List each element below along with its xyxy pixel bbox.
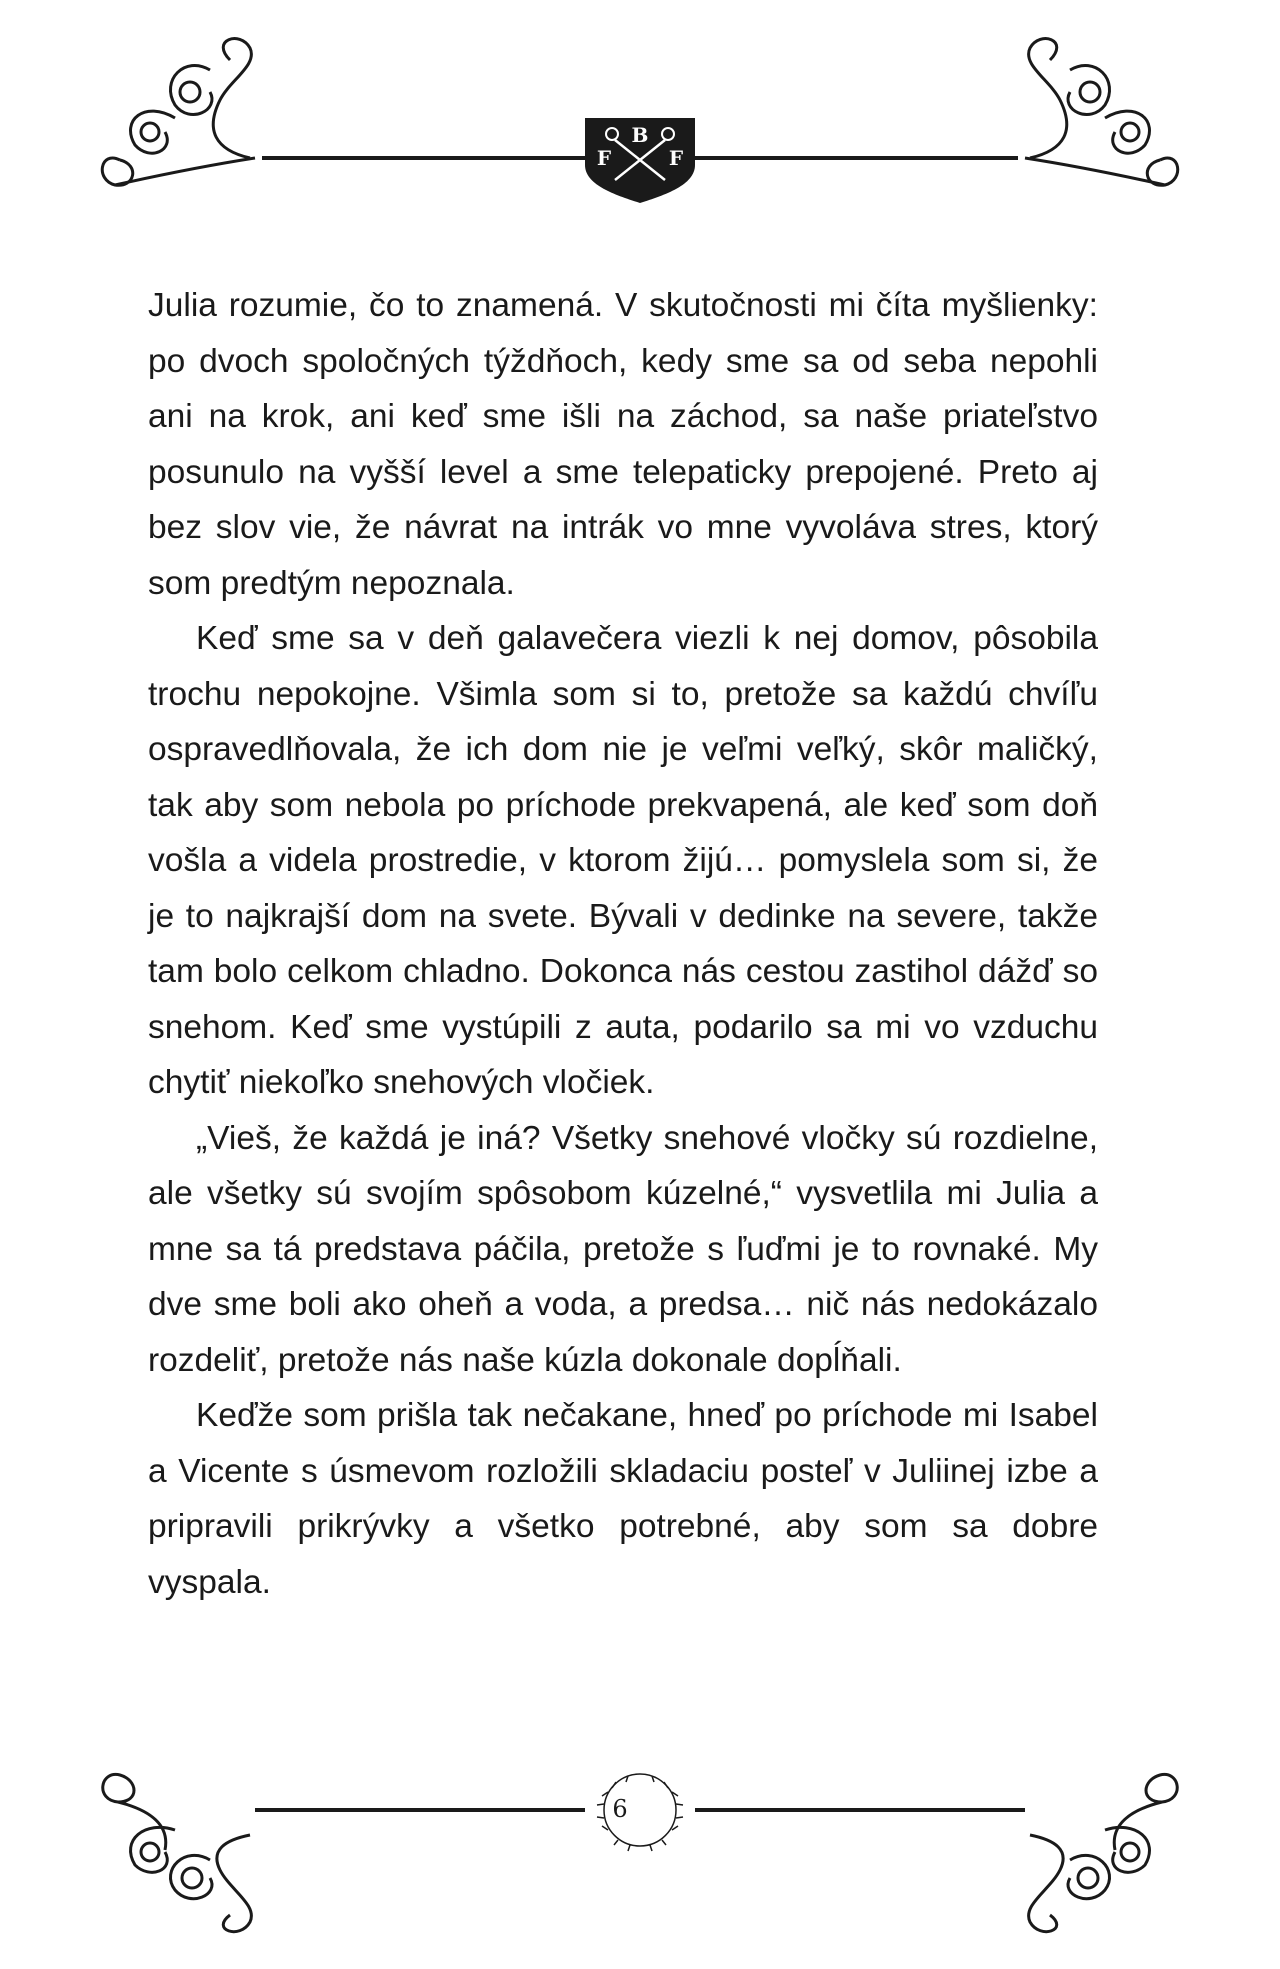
paragraph: Keďže som prišla tak nečakane, hneď po príchode mi Isabel a Vicente s úsmevom rozložili skladaciu posteľ v Juliinej izbe a pripravili prikrývky a všetko potrebné, aby som sa dobre vyspala.: [148, 1397, 1098, 1601]
page-number: 6: [612, 1795, 628, 1823]
paragraph: „Vieš, že každá je iná? Všetky snehové vločky sú rozdielne, ale všetky sú svojím spôsobom kúzelné,“ vysvetlila mi Julia a mne sa tá predstava páčila, pretože s ľuďmi je to rovnaké. My dve sme boli ako oheň a voda, a predsa… nič nás nedokázalo rozdeliť, pretože nás naše kúzla dokonale dopĺňali.: [148, 1119, 1098, 1379]
header-ornament: [0, 0, 1280, 230]
crest-letter-right: F: [668, 146, 684, 170]
paragraph: Julia rozumie, čo to znamená. V skutočnosti mi číta myšlienky: po dvoch spoločných týždňoch, kedy sme sa od seba nepohli ani na krok, ani keď sme išli na záchod, sa naše priateľstvo posunulo na vyšší level a sme telepaticky prepojené. Preto aj bez slov vie, že návrat na intrák vo mne vyvoláva stres, ktorý som predtým nepoznala.: [148, 287, 1098, 602]
right-flourish: [1025, 39, 1178, 186]
crest-letter-left: F: [596, 146, 612, 170]
left-footer-flourish: [103, 1774, 252, 1931]
footer-ornament: [0, 1740, 1280, 1969]
chapter-text: [148, 278, 1098, 1610]
right-footer-flourish: [1029, 1774, 1178, 1931]
left-flourish: [102, 39, 255, 186]
paragraph: Keď sme sa v deň galavečera viezli k nej domov, pôsobila trochu nepokojne. Všimla som si to, pretože sa každú chvíľu ospravedlňovala, že ich dom nie je veľmi veľký, skôr maličký, tak aby som nebola po príchode prekvapená, ale keď som doň vošla a videla prostredie, v ktorom žijú… pomyslela som si, že je to najkrajší dom na svete. Bývali v dedinke na severe, takže tam bolo celkom chladno. Dokonca nás cestou zastihol dážď so snehom. Keď sme vystúpili z auta, podarilo sa mi vo vzduchu chytiť niekoľko snehových vločiek.: [148, 620, 1098, 1101]
crest-letter-top: B: [631, 123, 649, 147]
crest-shield-icon: [585, 118, 695, 203]
